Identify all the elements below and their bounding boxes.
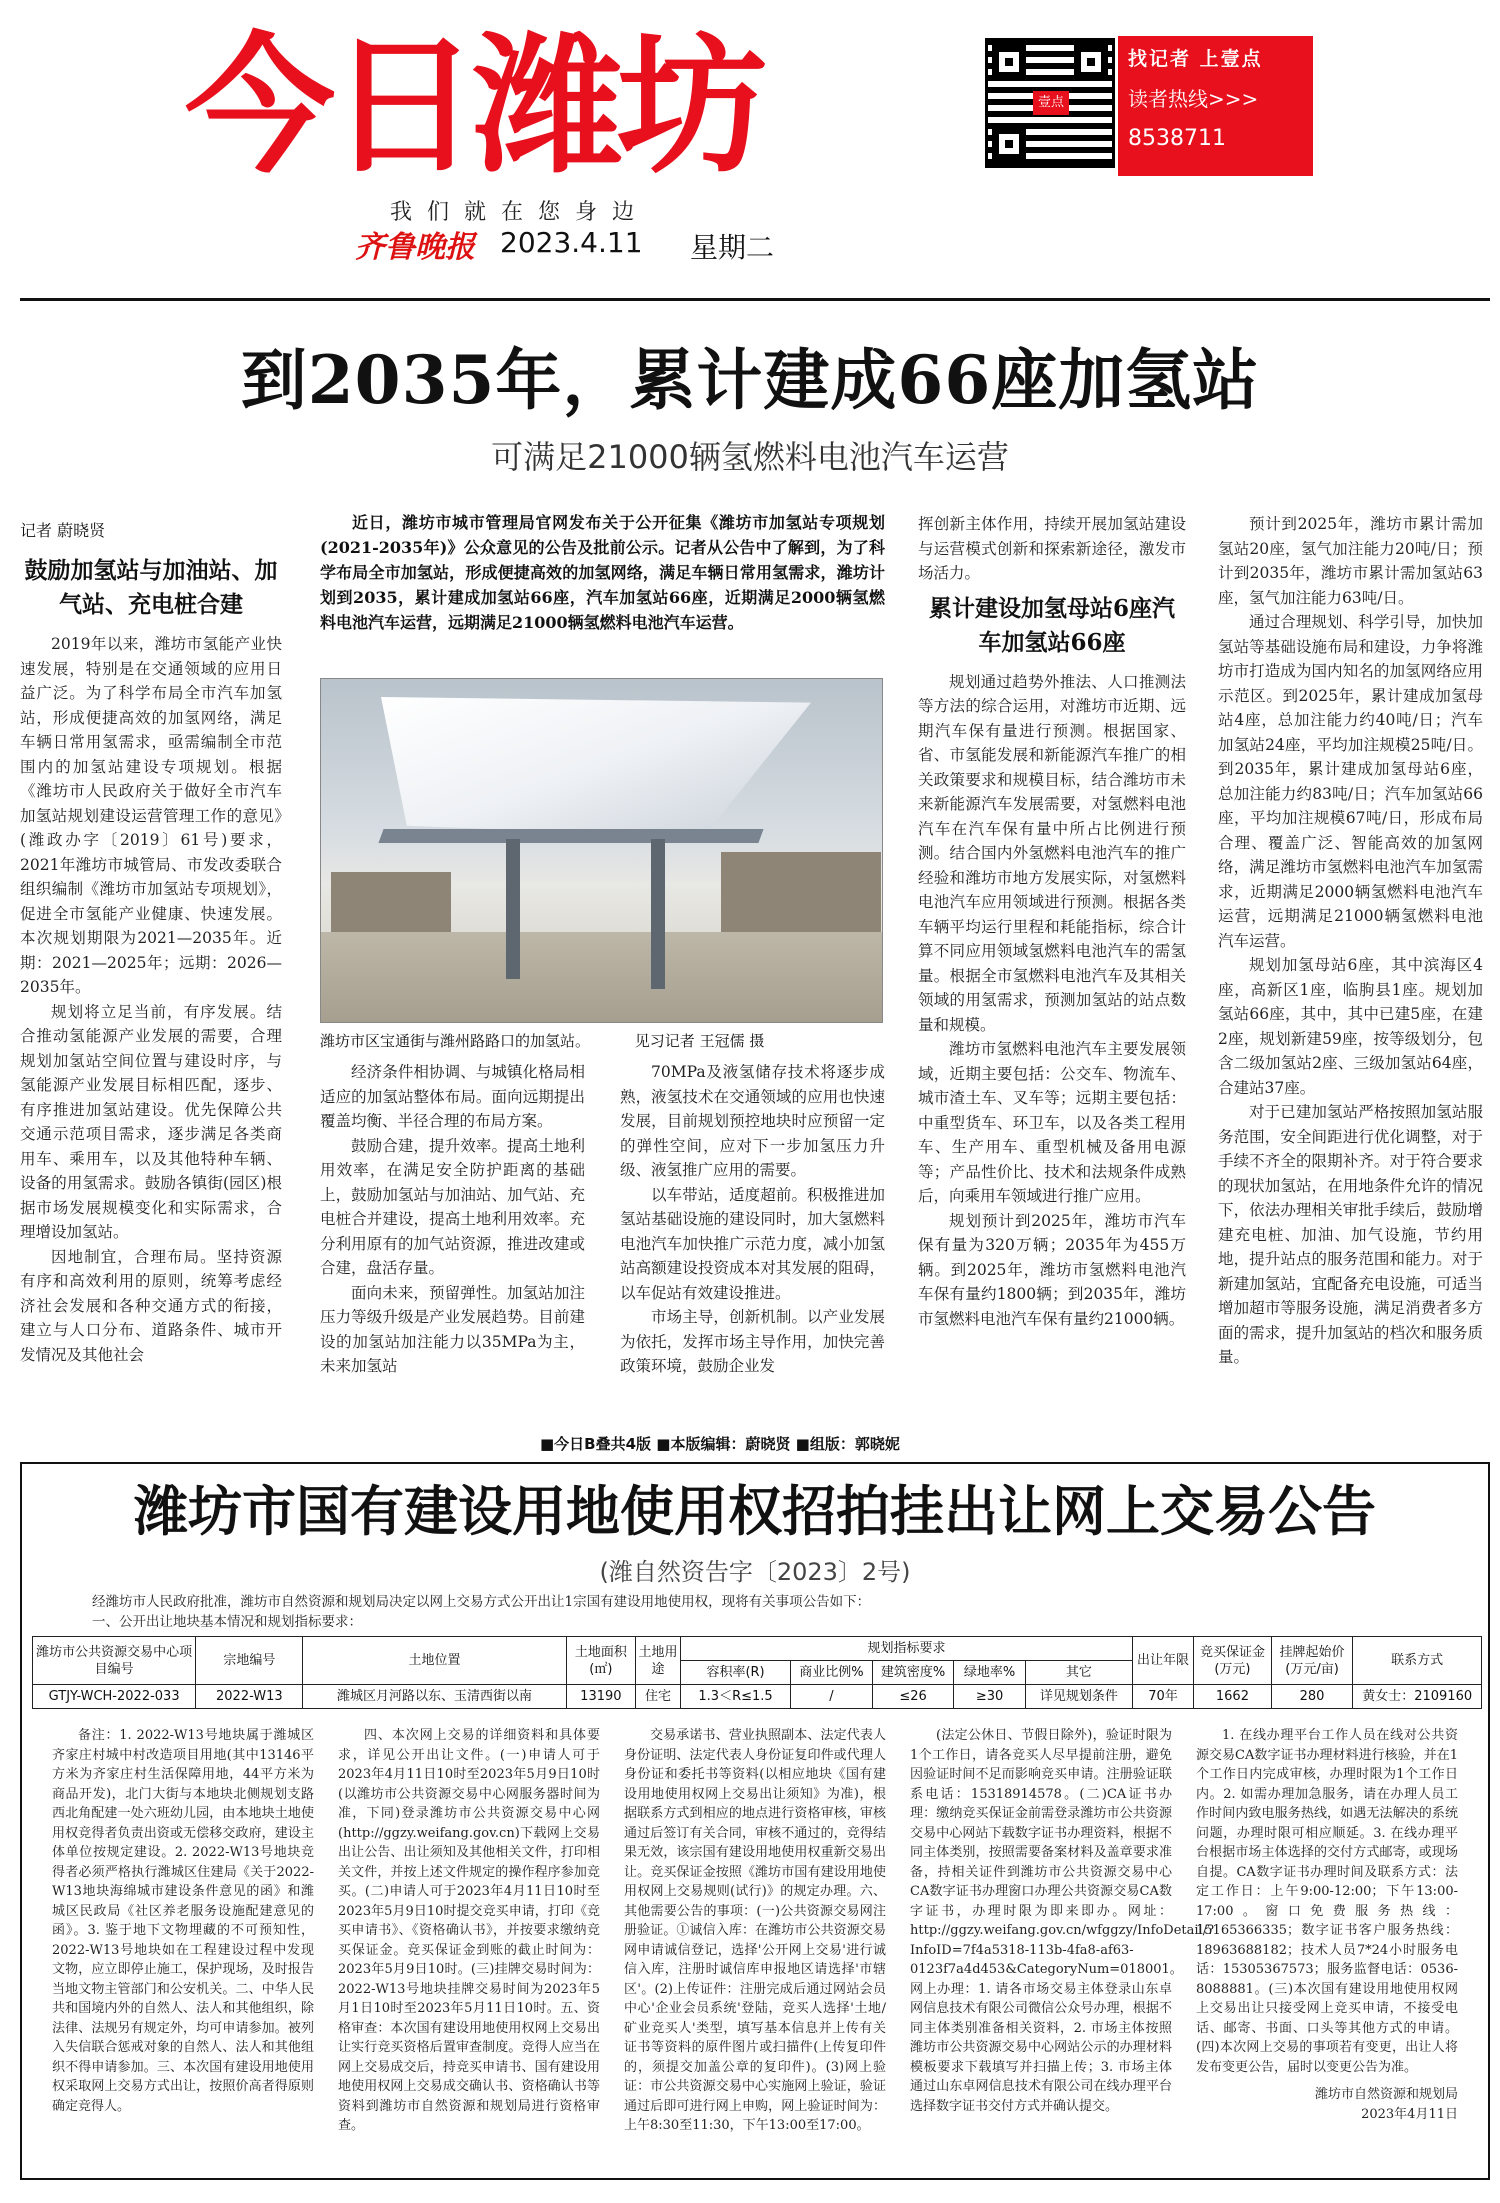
newspaper-logo: 今日潍坊: [185, 20, 762, 194]
article-column-3: [620, 1060, 885, 1428]
table-cell: 70年: [1132, 1685, 1193, 1709]
table-cell: ≤26: [872, 1685, 954, 1709]
announcement-text: (法定公休日、节假日除外)，验证时限为1个工作日，请各竞买人尽早提前注册，避免因验证时间不足而影响竞买申请。注册验证联系电话：15318914578。(二)CA证书办理：缴纳竞买保证金前需登录潍坊市公共资源交易中心网站下载数字证书办理资料，根据不同主体类别，按照需要备案材料及盖章要求准备，持相关证件到潍坊市公共资源交易中心CA数字证书办理窗口办理公共资源交易CA数字证书，办理时限为即来即办。网址：http://ggzy.weifang.gov.cn/wfggzy/InfoDetail/?InfoID=7f4a5318-113b-4fa8-af63-0123f7a4d453&CategoryNum=018001。网上办理：1. 请各市场交易主体登录山东卓网信息技术有限公司微信公众号办理，根据不同主体类别准备相关资料，2. 市场主体按照潍坊市公共资源交易中心网站公示的办理材料模板要求下载填写并扫描上传；3. 市场主体通过山东卓网信息技术有限公司在线办理平台选择数字证书交付方式并确认提交。: [910, 1728, 1215, 2114]
paragraph: 规划预计到2025年，潍坊市汽车保有量为320万辆；2035年为455万辆。到2025年，潍坊市氢燃料电池汽车保有量约1800辆；到2035年，潍坊市氢燃料电池汽车保有量约21000辆。: [918, 1211, 1186, 1328]
table-header-row: [33, 1637, 1482, 1661]
announcement-column-2: [338, 1726, 600, 2170]
announcement-text: 1. 在线办理平台工作人员在线对公共资源交易CA数字证书办理材料进行核验，并在1个工作日内完成审核，办理时限为1个工作日内。2. 如需办理加急服务，请在办理人员工作时间内致电服务热线，如遇无法解决的系统问题，办理时限可相应顺延。3. 在线办理平台根据市场主体选择的交付方式邮寄，或现场自提。CA数字证书办理时间及联系方式：法定工作日：上午9:00-12:00；下午13:00-17:00。窗口免费服务热线：15165366335；数字证书客户服务热线：18963688182；技术人员7*24小时服务电话：15305367573；服务监督电话：0536-8088881。(三)本次国有建设用地使用权网上交易出让只接受网上竞买申请，不接受电话、邮寄、书面、口头等其他方式的申请。(四)本次网上交易的事项若有变更，出让人将发布变更公告，届时以变更公告为准。: [1196, 1728, 1458, 2075]
paragraph: 2019年以来，潍坊市氢能产业快速发展，特别是在交通领域的应用日益广泛。为了科学布局全市汽车加氢站，形成便捷高效的加氢网络，满足车辆日常用氢需求，亟需编制全市范围内的加氢站建设专项规划。根据《潍坊市人民政府关于做好全市汽车加氢站规划建设运营管理工作的意见》(潍政办字〔2019〕61号)要求，2021年潍坊市城管局、市发改委联合组织编制《潍坊市加氢站专项规划》，促进全市氢能产业健康、快速发展。本次规划期限为2021—2035年。近期：2021—2025年；远期：2026—2035年。: [20, 635, 282, 996]
article-lead: 近日，潍坊市城市管理局官网发布关于公开征集《潍坊市加氢站专项规划(2021-2035年)》公众意见的公告及批前公示。记者从公告中了解到，为了科学布局全市加氢站，形成便捷高效的加氢网络，满足车辆日常用氢需求，潍坊计划到2035，累计建成加氢站66座，汽车加氢站66座，近期满足2000辆氢燃料电池汽车运营，远期满足21000辆氢燃料电池汽车运营。: [320, 513, 885, 632]
photo-canopy: [381, 697, 811, 837]
photo-pillar: [651, 839, 665, 989]
article-column-1: [20, 548, 282, 1428]
qr-corner-icon: [1074, 45, 1108, 79]
announcement-text: 四、本次网上交易的详细资料和具体要求，详见公开出让文件。(一)申请人可于2023年4月11日10时至2023年5月9日10时(以潍坊市公共资源交易中心网服务器时间为准，下同)登录潍坊市公共资源交易中心网(http://ggzy.weifang.gov.cn)下载网上交易出让公告、出让须知及其他相关文件，打印相关文件，并按上述文件规定的操作程序参加竞买。(二)申请人可于2023年4月11日10时至2023年5月9日10时提交竞买申请，打印《竞买申请书》、《资格确认书》，并按要求缴纳竞买保证金。竞买保证金到账的截止时间为：2023年5月9日10时。(三)挂牌交易时间为：2022-W13号地块挂牌交易时间为2023年5月1日10时至2023年5月11日10时。五、资格审查：本次国有建设用地使用权网上交易出让实行竞买资格后置审查制度。竞得人应当在网上交易成交后，持竞买申请书、国有建设用地使用权网上交易成交确认书、资格确认书等资料到潍坊市自然资源和规划局进行资格审查。: [338, 1728, 600, 2133]
parcel-table: [32, 1636, 1482, 1709]
photo-caption: [320, 1030, 885, 1051]
paragraph: 因地制宜，合理布局。坚持资源有序和高效利用的原则，统筹考虑经济社会发展和各种交通方式的衔接，建立与人口分布、道路条件、城市开发情况及其他社会: [20, 1247, 282, 1364]
announcement-intro-text: 经潍坊市人民政府批准，潍坊市自然资源和规划局决定以网上交易方式公开出让1宗国有建设用地使用权，现将有关事项公告如下：: [92, 1594, 871, 1610]
table-header: 潍坊市公共资源交易中心项目编号: [33, 1637, 196, 1685]
article-column-2: [320, 1060, 585, 1428]
photo-ground: [321, 932, 882, 1022]
announcement-intro-section: 一、公开出让地块基本情况和规划指标要求：: [92, 1614, 362, 1630]
announcement-title: 潍坊市国有建设用地使用权招拍挂出让网上交易公告: [134, 1479, 1376, 1543]
qr-code-icon[interactable]: [985, 38, 1115, 168]
paper-name: 齐鲁晚报: [355, 230, 475, 265]
photo-pillar: [506, 839, 520, 979]
table-cell: 2022-W13: [196, 1685, 303, 1709]
table-header: 商业比例%: [791, 1661, 873, 1685]
table-header: 联系方式: [1353, 1637, 1482, 1685]
article-column-4: [918, 512, 1186, 1430]
section-title-2: 累计建设加氢母站6座汽车加氢站66座: [928, 594, 1175, 656]
article-byline: 记者 蔚晓贤: [20, 521, 106, 540]
photo-credit: 见习记者 王冠儒 摄: [634, 1032, 765, 1050]
table-cell: 潍城区月河路以东、玉清西街以南: [303, 1685, 566, 1709]
table-cell: GTJY-WCH-2022-033: [33, 1685, 196, 1709]
paragraph: 规划加氢母站6座，其中滨海区4座，高新区1座，临朐县1座。规划加氢站66座，其中，其中已建5座，在建2座，规划新建59座，按等级划分，包含二级加氢站2座、三级加氢站64座，合建站37座。: [1218, 956, 1483, 1097]
announcement-text: 交易承诺书、营业执照副本、法定代表人身份证明、法定代表人身份证复印件或代理人身份证和委托书等资料(以相应地块《国有建设用地使用权网上交易出让须知》为准)，根据联系方式到相应的地点进行资格审核，审核通过后签订有关合同，审核不通过的，竞得结果无效，该宗国有建设用地使用权重新交易出让。竞买保证金按照《潍坊市国有建设用地使用权网上交易规则(试行)》的规定办理。六、其他需要公告的事项：(一)公共资源交易网注册验证。①诚信入库：在潍坊市公共资源交易网申请诚信登记，选择'公开网上交易'进行诚信入库，注册时诚信库申报地区请选择'市辖区'。(2)上传证件：注册完成后通过网站会员中心'企业会员系统'登陆，竞买人选择'土地/矿业竞买人'类型，填写基本信息并上传有关证书等资料的原件图片或扫描件(上传复印件的，须提交加盖公章的复印件)。(3)网上验证：市公共资源交易中心实施网上验证，验证通过后即可进行网上申购，网上验证时间为：上午8:30至11:30，下午13:00至17:00。: [624, 1728, 886, 2133]
paragraph: 市场主导，创新机制。以产业发展为依托，发挥市场主导作用，加快完善政策环境，鼓励企业发: [620, 1308, 885, 1375]
table-header: 规划指标要求: [680, 1637, 1132, 1661]
page-footer-credits: ■今日B叠共4版 ■本版编辑：蔚晓贤 ■组版：郭晓妮: [540, 1435, 900, 1453]
announcement-doc-number: (潍自然资告字〔2023〕2号): [599, 1558, 911, 1586]
section-title-1: 鼓励加氢站与加油站、加气站、充电桩合建: [24, 557, 278, 618]
photo-canopy-edge: [378, 829, 763, 843]
qr-corner-icon: [992, 127, 1026, 161]
hotline-box: [1118, 36, 1313, 176]
paragraph: 以车带站，适度超前。积极推进加氢站基础设施的建设同时，加大氢燃料电池汽车加快推广示范力度，减小加氢站高额建设投资成本对其发展的阻碍，以车促站有效建设推进。: [620, 1185, 885, 1302]
announcement-column-5: [1196, 1726, 1458, 2170]
paragraph: 规划将立足当前，有序发展。结合推动氢能源产业发展的需要，合理规划加氢站空间位置与建设时序，与氢能源产业发展目标相匹配，逐步、有序推进加氢站建设。优先保障公共交通示范项目需求，逐步满足各类商用车、乘用车，以及其他特种车辆、设备的用氢需求。鼓励各镇街(园区)根据市场发展规模变化和实际需求，合理增设加氢站。: [20, 1002, 282, 1241]
article-headline: 到2035年，累计建成66座加氢站: [240, 341, 1260, 419]
masthead: [0, 0, 1500, 300]
table-header: 宗地编号: [196, 1637, 303, 1685]
masthead-divider: [20, 298, 1490, 301]
photo-caption-text: 潍坊市区宝通街与潍州路路口的加氢站。: [320, 1032, 591, 1050]
paragraph: 潍坊市氢燃料电池汽车主要发展领域，近期主要包括：公交车、物流车、城市渣土车、叉车等；远期主要包括：中重型货车、环卫车，以及各类工程用车、生产用车、重型机械及备用电源等；产品性价比、技术和法规条件成熟后，向乘用车领域进行推广应用。: [918, 1040, 1186, 1205]
paragraph: 对于已建加氢站严格按照加氢站服务范围，安全间距进行优化调整，对于手续不齐全的限期补齐。对于符合要求的现状加氢站，在用地条件允许的情况下，依法办理相关审批手续后，鼓励增建充电桩、加油、加气设施，节约用地，提升站点的服务范围和能力。对于新建加氢站，宜配备充电设施，可适当增加超市等服务设施，满足消费者多方面的需求，提升加氢站的档次和服务质量。: [1218, 1103, 1483, 1366]
table-header: 土地面积(㎡): [566, 1637, 635, 1685]
article-column-5: [1218, 512, 1483, 1430]
table-header: 其它: [1025, 1661, 1132, 1685]
table-header: 容积率(R): [680, 1661, 790, 1685]
table-cell: 黄女士：2109160: [1353, 1685, 1482, 1709]
announcement-column-1: [52, 1726, 314, 2170]
hydrogen-station-photo: [320, 678, 883, 1023]
table-row: [33, 1685, 1482, 1709]
land-auction-announcement: [20, 1462, 1490, 2180]
table-header: 出让年限: [1132, 1637, 1193, 1685]
qr-logo-label: 壹点: [1033, 91, 1069, 115]
table-cell: 住宅: [636, 1685, 681, 1709]
signoff-org: 潍坊市自然资源和规划局: [1314, 2087, 1458, 2102]
paragraph: 鼓励合建，提升效率。提高土地利用效率，在满足安全防护距离的基础上，鼓励加氢站与加油站、加气站、充电桩合并建设，提高土地利用效率。充分利用原有的加气站资源，推进改建或合建，盘活存量。: [320, 1136, 585, 1277]
announcement-column-3: [624, 1726, 886, 2170]
paragraph: 规划通过趋势外推法、人口推测法等方法的综合运用，对潍坊市近期、远期汽车保有量进行预测。根据国家、省、市氢能发展和新能源汽车推广的相关政策要求和规模目标，结合潍坊市未来新能源汽车发展需要，对氢燃料电池汽车在汽车保有量中所占比例进行预测。结合国内外氢燃料电池汽车的推广经验和潍坊市地方发展实际，对氢燃料电池汽车应用领域进行预测。根据各类车辆平均运行里程和耗能指标，综合计算不同应用领域氢燃料电池汽车的需氢量。根据全市氢燃料电池汽车及其相关领域的用氢需求，预测加氢站的站点数量和规模。: [918, 672, 1186, 1034]
table-cell: 1.3＜R≤1.5: [680, 1685, 790, 1709]
paragraph: 经济条件相协调、与城镇化格局相适应的加氢站整体布局。面向远期提出覆盖均衡、半径合理的布局方案。: [320, 1063, 585, 1130]
paragraph: 挥创新主体作用，持续开展加氢站建设与运营模式创新和探索新途径，激发市场活力。: [918, 515, 1186, 582]
table-header: 建筑密度%: [872, 1661, 954, 1685]
photo-building: [721, 852, 881, 942]
issue-weekday: 星期二: [690, 231, 775, 264]
announcement-text: 备注：1. 2022-W13号地块属于潍城区齐家庄村城中村改造项目用地(其中13146平方米为齐家庄村生活保障用地，44平方米为商品开发)，北门大街与本地块北侧规划支路西北角配建一处六班幼儿园，由本地块土地使用权竞得者负责出资或无偿移交政府，建设主体单位按规定建设。2. 2022-W13号地块竞得者必须严格执行潍城区住建局《关于2022-W13地块海绵城市建设条件意见的函》和潍城区民政局《社区养老服务设施配建意见的函》。3. 鉴于地下文物埋藏的不可预知性，2022-W13号地块如在工程建设过程中发现文物，应立即停止施工，保护现场，及时报告当地文物主管部门和公安机关。二、中华人民共和国境内外的自然人、法人和其他组织，除法律、法规另有规定外，均可申请参加。被列入失信联合惩戒对象的自然人、法人和其他组织不得申请参加。三、本次国有建设用地使用权采取网上交易方式出让，按照价高者得原则确定竞得人。: [52, 1728, 314, 2114]
table-cell: 1662: [1194, 1685, 1272, 1709]
paragraph: 70MPa及液氢储存技术将逐步成熟，液氢技术在交通领域的应用也快速发展，目前规划预控地块时应预留一定的弹性空间，应对下一步加氢压力升级、液氢推广应用的需要。: [620, 1063, 885, 1179]
paragraph: 通过合理规划、科学引导，加快加氢站等基础设施布局和建设，力争将潍坊市打造成为国内知名的加氢网络应用示范区。到2025年，累计建成加氢母站4座，总加注能力约40吨/日；汽车加氢站24座，平均加注规模25吨/日。到2035年，累计建成加氢母站6座，总加注能力约83吨/日；汽车加氢站66座，平均加注规模67吨/日，形成布局合理、覆盖广泛、智能高效的加氢网络，满足潍坊市氢燃料电池汽车加氢需求，近期满足2000辆氢燃料电池汽车运营，远期满足21000辆氢燃料电池汽车运营。: [1218, 613, 1483, 950]
table-header: 竞买保证金(万元): [1194, 1637, 1272, 1685]
table-header: 挂牌起始价(万元/亩): [1271, 1637, 1353, 1685]
qr-corner-icon: [992, 45, 1026, 79]
table-cell: 13190: [566, 1685, 635, 1709]
paragraph: 面向未来，预留弹性。加氢站加注压力等级升级是产业发展趋势。目前建设的加氢站加注能力以35MPa为主，未来加氢站: [320, 1283, 585, 1375]
hotline-label: 读者热线>>>: [1128, 87, 1259, 111]
hotline-number[interactable]: 8538711: [1128, 126, 1226, 151]
hotline-slogan: 找记者 上壹点: [1128, 48, 1263, 70]
table-header: 土地用途: [636, 1637, 681, 1685]
table-header: 绿地率%: [954, 1661, 1025, 1685]
table-header: 土地位置: [303, 1637, 566, 1685]
issue-date: 2023.4.11: [500, 226, 643, 259]
table-cell: 详见规划条件: [1025, 1685, 1132, 1709]
announcement-intro: [92, 1592, 1452, 1632]
table-cell: /: [791, 1685, 873, 1709]
announcement-column-4: [910, 1726, 1215, 2170]
table-cell: 280: [1271, 1685, 1353, 1709]
paragraph: 预计到2025年，潍坊市累计需加氢站20座，氢气加注能力20吨/日；预计到2035年，潍坊市累计需加氢站63座，氢气加注能力63吨/日。: [1218, 515, 1483, 607]
slogan: 我们就在您身边: [390, 200, 650, 225]
article-subhead: 可满足21000辆氢燃料电池汽车运营: [491, 438, 1009, 476]
table-cell: ≥30: [954, 1685, 1025, 1709]
signoff-date: 2023年4月11日: [1361, 2106, 1458, 2122]
